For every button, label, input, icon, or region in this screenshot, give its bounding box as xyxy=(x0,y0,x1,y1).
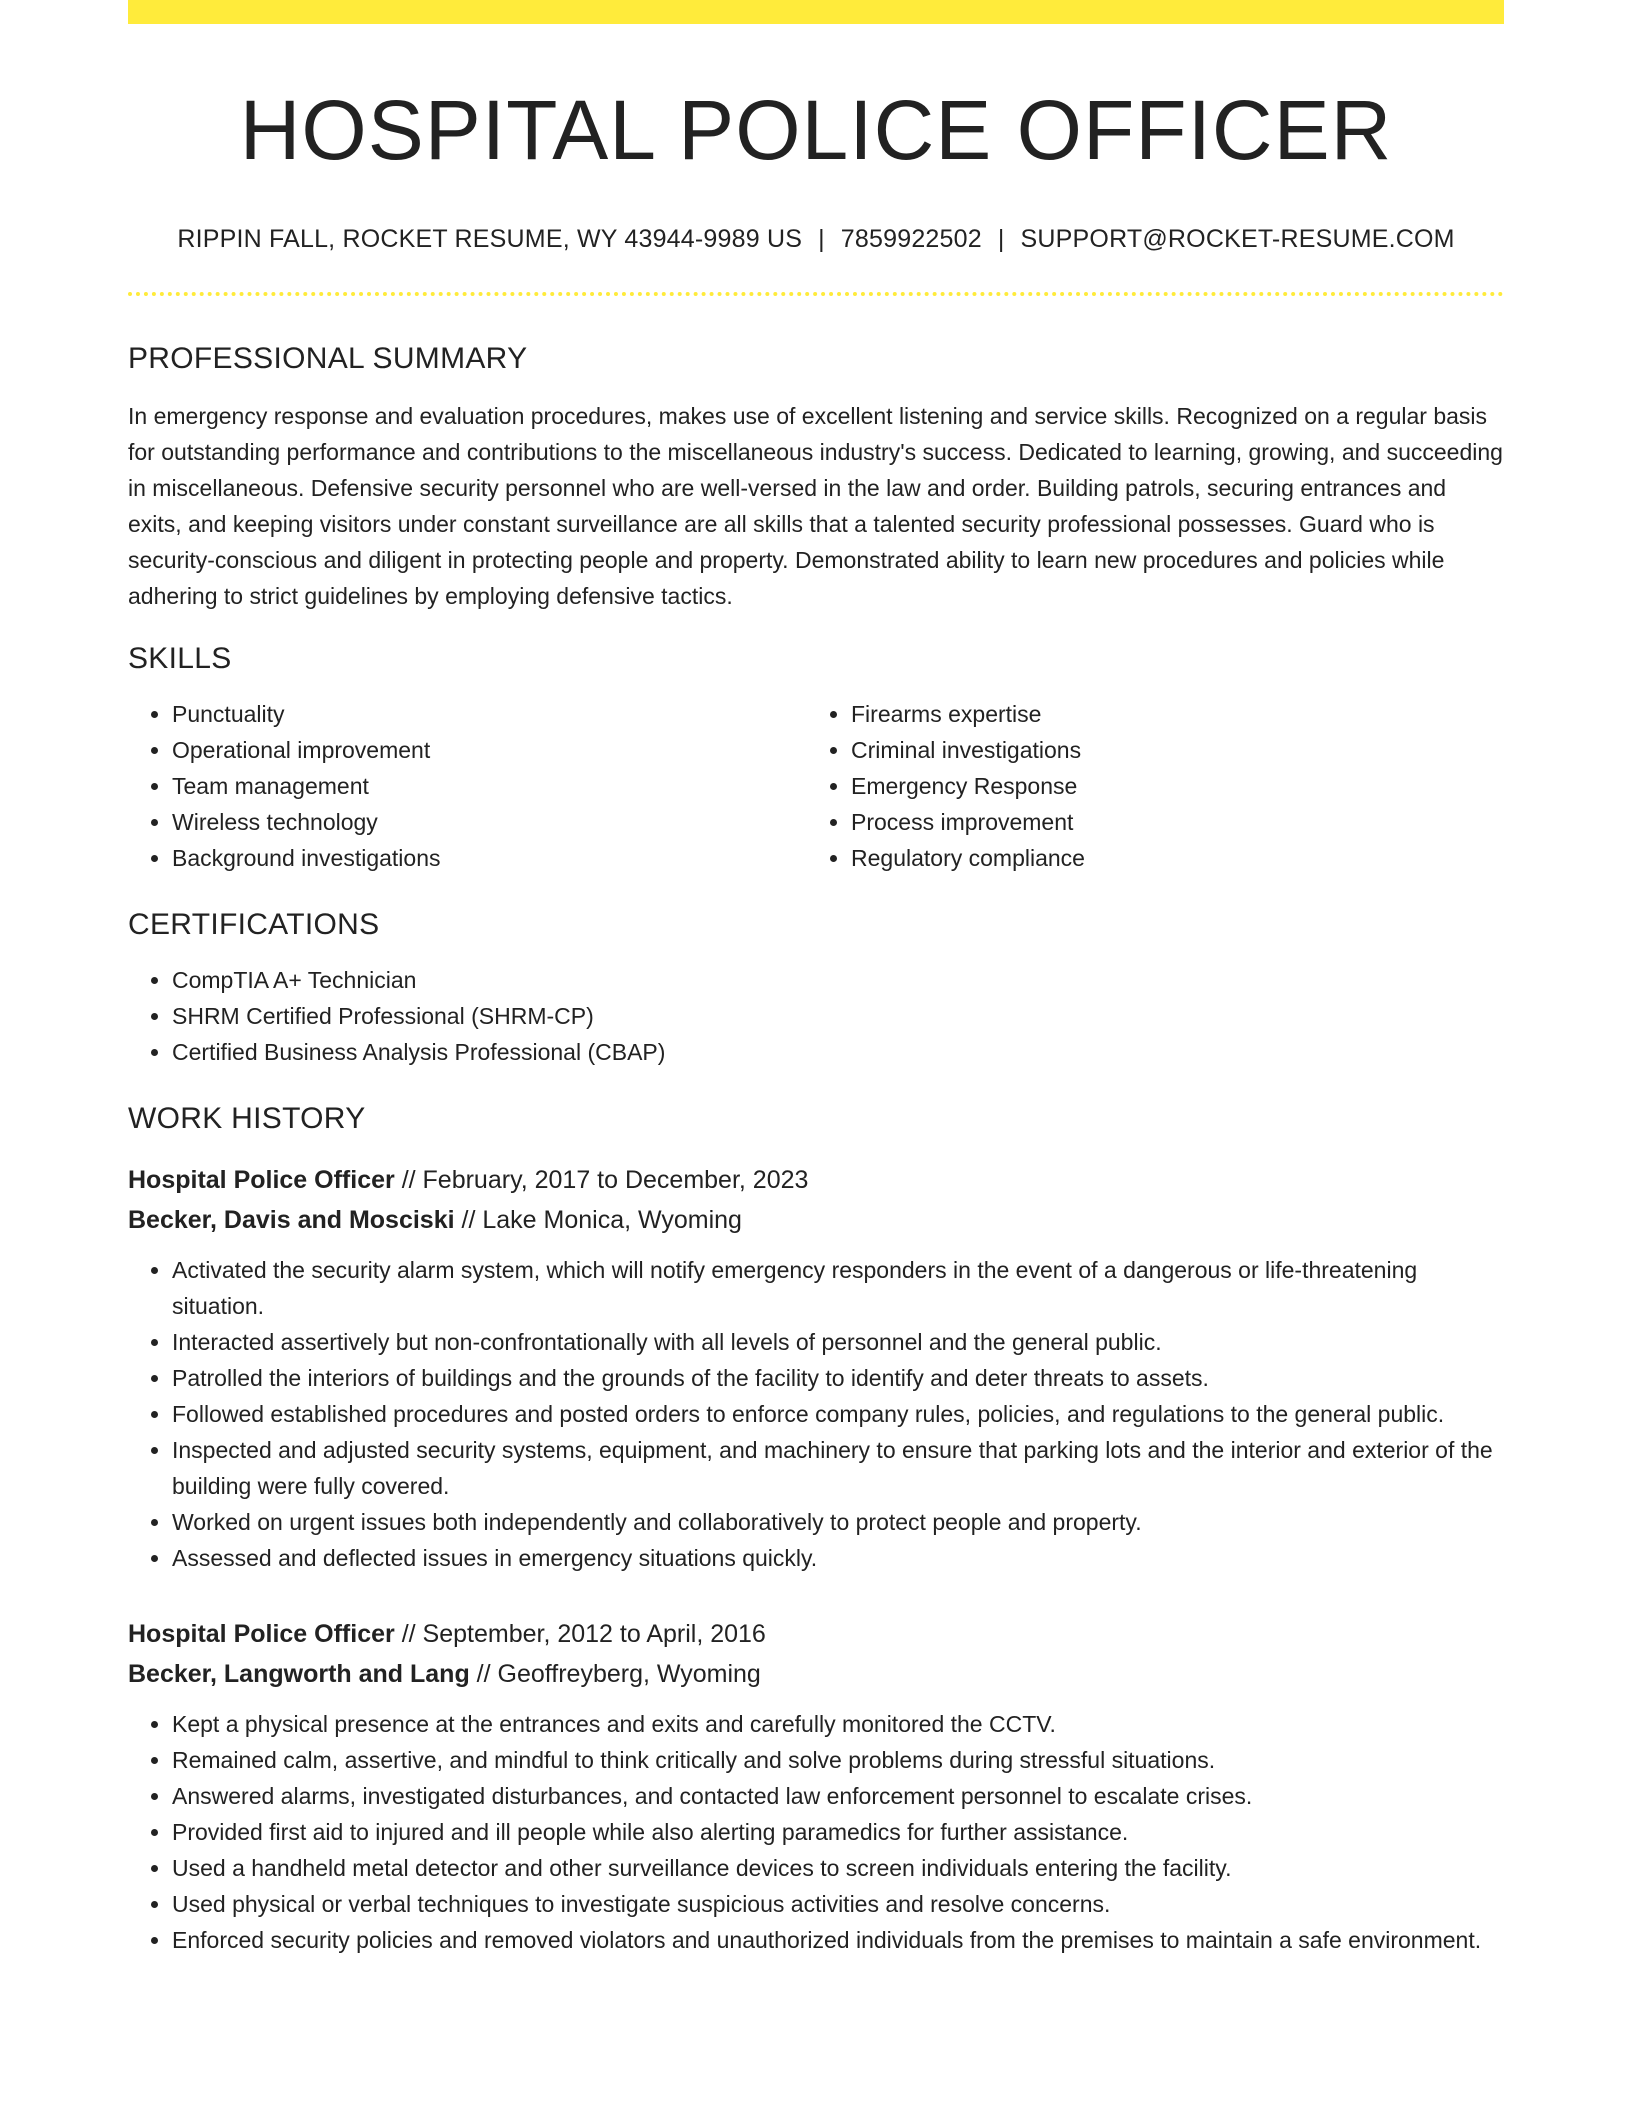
job-title-line xyxy=(128,1614,1504,1654)
skills-heading: SKILLS xyxy=(128,641,232,675)
resume-page xyxy=(128,0,1504,1958)
contact-address: RIPPIN FALL, ROCKET RESUME, WY 43944-9989 US xyxy=(177,224,803,253)
skill-item: • Process improvement xyxy=(851,804,1486,840)
skills-right-column xyxy=(807,696,1486,876)
certification-item: • CompTIA A+ Technician xyxy=(172,962,1504,998)
skill-item: • Background investigations xyxy=(172,840,807,876)
job-duty: • Inspected and adjusted security systems, equipment, and machinery to ensure that parking lots and the interior and exterior of the building were fully covered. xyxy=(172,1432,1504,1504)
job-title-line xyxy=(128,1160,1504,1200)
job-duty: • Followed established procedures and posted orders to enforce company rules, policies, and regulations to the general public. xyxy=(172,1396,1504,1432)
job-location: // Geoffreyberg, Wyoming xyxy=(469,1659,761,1688)
certifications-list xyxy=(128,962,1504,1070)
certification-item: • SHRM Certified Professional (SHRM-CP) xyxy=(172,998,1504,1034)
skill-item: • Wireless technology xyxy=(172,804,807,840)
skill-item: • Punctuality xyxy=(172,696,807,732)
job-entry xyxy=(128,1160,1504,1576)
skill-item: • Regulatory compliance xyxy=(851,840,1486,876)
resume-title: HOSPITAL POLICE OFFICER xyxy=(239,83,1393,177)
summary-text: In emergency response and evaluation procedures, makes use of excellent listening and service skills. Recognized on a regular basis for outstanding performance and contributions to the miscellaneous industry's success. Dedicated to learning, growing, and succeeding in miscellaneous. Defensive security personnel who are well-versed in the law and order. Building patrols, securing entrances and exits, and keeping visitors under constant surveillance are all skills that a talented security professional possesses. Guard who is security-conscious and diligent in protecting people and property. Demonstrated ability to learn new procedures and policies while adhering to strict guidelines by employing defensive tactics. xyxy=(128,402,1503,609)
job-duty: • Remained calm, assertive, and mindful to think critically and solve problems during stressful situations. xyxy=(172,1742,1504,1778)
job-duty: • Used physical or verbal techniques to investigate suspicious activities and resolve concerns. xyxy=(172,1886,1504,1922)
job-company-line xyxy=(128,1654,1504,1694)
job-duty: • Patrolled the interiors of buildings and the grounds of the facility to identify and deter threats to assets. xyxy=(172,1360,1504,1396)
job-location: // Lake Monica, Wyoming xyxy=(454,1205,742,1234)
skills-grid xyxy=(128,696,1504,876)
job-duty: • Interacted assertively but non-confrontationally with all levels of personnel and the general public. xyxy=(172,1324,1504,1360)
job-duty: • Provided first aid to injured and ill people while also alerting paramedics for further assistance. xyxy=(172,1814,1504,1850)
skill-item: • Operational improvement xyxy=(172,732,807,768)
job-title: Hospital Police Officer xyxy=(128,1165,395,1194)
job-duties-list xyxy=(128,1252,1504,1576)
contact-separator: | xyxy=(818,224,825,253)
job-company: Becker, Langworth and Lang xyxy=(128,1659,470,1688)
certification-item: • Certified Business Analysis Professional (CBAP) xyxy=(172,1034,1504,1070)
contact-email: SUPPORT@ROCKET-RESUME.COM xyxy=(1020,224,1455,253)
contact-phone: 7859922502 xyxy=(840,224,982,253)
job-entry xyxy=(128,1614,1504,1958)
job-duty: • Used a handheld metal detector and other surveillance devices to screen individuals entering the facility. xyxy=(172,1850,1504,1886)
job-dates: // February, 2017 to December, 2023 xyxy=(394,1165,809,1194)
job-company-line xyxy=(128,1200,1504,1240)
job-title: Hospital Police Officer xyxy=(128,1619,395,1648)
skills-left-column xyxy=(128,696,807,876)
job-duty: • Activated the security alarm system, which will notify emergency responders in the event of a dangerous or life-threatening situation. xyxy=(172,1252,1504,1324)
job-duty: • Answered alarms, investigated disturbances, and contacted law enforcement personnel to escalate crises. xyxy=(172,1778,1504,1814)
certifications-heading: CERTIFICATIONS xyxy=(128,907,380,941)
summary-heading: PROFESSIONAL SUMMARY xyxy=(128,341,528,375)
job-duty: • Enforced security policies and removed violators and unauthorized individuals from the premises to maintain a safe environment. xyxy=(172,1922,1504,1958)
dotted-divider xyxy=(128,292,1504,296)
job-dates: // September, 2012 to April, 2016 xyxy=(394,1619,766,1648)
skill-item: • Emergency Response xyxy=(851,768,1486,804)
contact-line xyxy=(128,225,1504,254)
accent-top-bar xyxy=(128,0,1504,24)
skill-item: • Firearms expertise xyxy=(851,696,1486,732)
job-duty: • Assessed and deflected issues in emergency situations quickly. xyxy=(172,1540,1504,1576)
skill-item: • Criminal investigations xyxy=(851,732,1486,768)
skill-item: • Team management xyxy=(172,768,807,804)
job-duties-list xyxy=(128,1706,1504,1958)
job-duty: • Kept a physical presence at the entrances and exits and carefully monitored the CCTV. xyxy=(172,1706,1504,1742)
work-history-heading: WORK HISTORY xyxy=(128,1101,366,1135)
contact-separator: | xyxy=(997,224,1005,253)
job-duty: • Worked on urgent issues both independently and collaboratively to protect people and property. xyxy=(172,1504,1504,1540)
job-company: Becker, Davis and Mosciski xyxy=(128,1205,455,1234)
